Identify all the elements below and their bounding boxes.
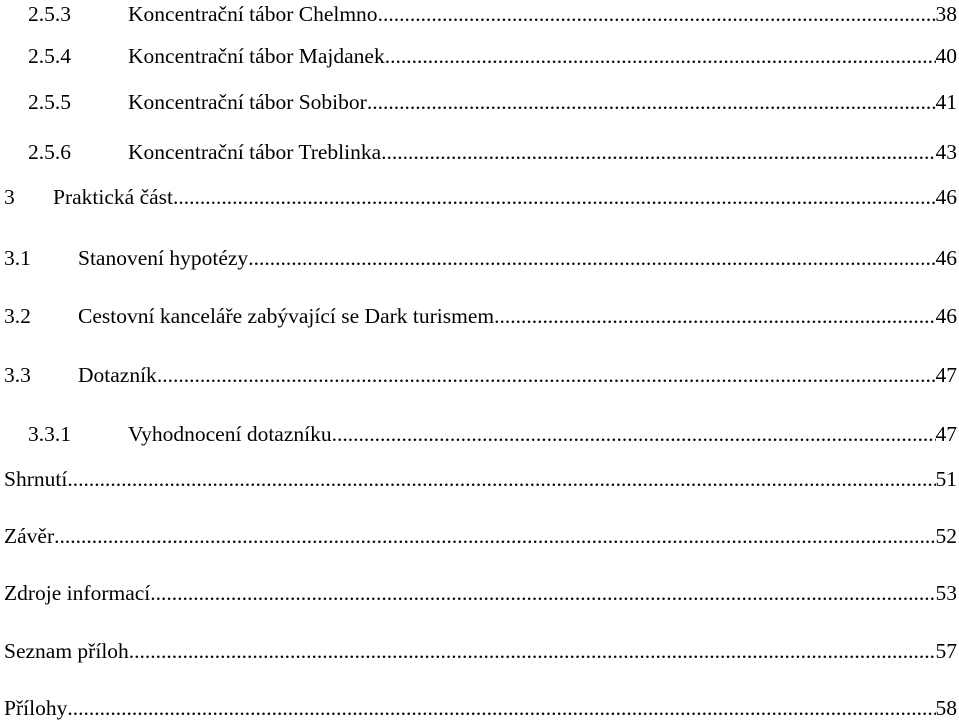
toc-entry-page: 46 bbox=[935, 304, 957, 328]
toc-entry-page: 40 bbox=[935, 44, 957, 68]
toc-entry-title: Koncentrační tábor Sobibor bbox=[128, 90, 367, 114]
toc-entry[interactable] bbox=[0, 138, 959, 166]
toc-dot-leader bbox=[67, 694, 935, 722]
toc-dot-leader bbox=[248, 244, 935, 272]
toc-entry[interactable] bbox=[0, 522, 959, 550]
toc-entry-page: 53 bbox=[935, 581, 957, 605]
toc-entry-title: Dotazník bbox=[78, 363, 157, 387]
toc-entry[interactable] bbox=[0, 88, 959, 116]
toc-entry-number: 2.5.6 bbox=[28, 140, 71, 164]
toc-entry-page: 46 bbox=[935, 185, 957, 209]
toc-entry-number: 3.1 bbox=[4, 246, 31, 270]
toc-entry-title: Stanovení hypotézy bbox=[78, 246, 249, 270]
toc-entry-page: 46 bbox=[935, 246, 957, 270]
toc-entry-title: Vyhodnocení dotazníku bbox=[128, 422, 332, 446]
toc-entry-number: 2.5.4 bbox=[28, 44, 71, 68]
toc-entry[interactable] bbox=[0, 420, 959, 448]
toc-dot-leader bbox=[54, 522, 935, 550]
toc-entry-title: Seznam příloh bbox=[4, 639, 129, 663]
toc-entry[interactable] bbox=[0, 361, 959, 389]
toc-entry-page: 43 bbox=[935, 140, 957, 164]
toc-dot-leader bbox=[150, 579, 935, 607]
toc-dot-leader bbox=[381, 138, 935, 166]
toc-entry-page: 47 bbox=[935, 422, 957, 446]
toc-entry-number: 3.3 bbox=[4, 363, 31, 387]
toc-dot-leader bbox=[157, 361, 936, 389]
toc-entry[interactable] bbox=[0, 694, 959, 722]
toc-dot-leader bbox=[378, 0, 936, 28]
toc-entry-number: 3.3.1 bbox=[28, 422, 71, 446]
toc-entry-number: 3 bbox=[4, 185, 15, 209]
toc-dot-leader bbox=[67, 465, 935, 493]
toc-entry-page: 52 bbox=[935, 524, 957, 548]
toc-entry[interactable] bbox=[0, 42, 959, 70]
toc-entry-page: 57 bbox=[935, 639, 957, 663]
toc-dot-leader bbox=[173, 183, 936, 211]
toc-entry[interactable] bbox=[0, 183, 959, 211]
toc-entry-page: 41 bbox=[935, 90, 957, 114]
toc-entry[interactable] bbox=[0, 465, 959, 493]
toc-entry[interactable] bbox=[0, 637, 959, 665]
toc-entry-page: 38 bbox=[935, 2, 957, 26]
toc-entry-title: Zdroje informací bbox=[4, 581, 151, 605]
toc-entry-title: Závěr bbox=[4, 524, 55, 548]
toc-entry-page: 58 bbox=[935, 696, 957, 720]
toc-dot-leader bbox=[367, 88, 936, 116]
toc-entry[interactable] bbox=[0, 244, 959, 272]
toc-entry-page: 51 bbox=[935, 467, 957, 491]
toc-entry-title: Praktická část bbox=[53, 185, 173, 209]
toc-entry-number: 2.5.3 bbox=[28, 2, 71, 26]
toc-entry-title: Koncentrační tábor Majdanek bbox=[128, 44, 385, 68]
toc-entry-number: 2.5.5 bbox=[28, 90, 71, 114]
toc-dot-leader bbox=[494, 302, 935, 330]
toc-entry-title: Cestovní kanceláře zabývající se Dark turismem bbox=[78, 304, 495, 328]
toc-entry-page: 47 bbox=[935, 363, 957, 387]
toc-dot-leader bbox=[129, 637, 936, 665]
toc-entry[interactable] bbox=[0, 0, 959, 28]
toc-dot-leader bbox=[385, 42, 936, 70]
toc-entry-title: Koncentrační tábor Treblinka bbox=[128, 140, 382, 164]
toc-entry-title: Přílohy bbox=[4, 696, 68, 720]
toc-dot-leader bbox=[332, 420, 936, 448]
toc-entry[interactable] bbox=[0, 302, 959, 330]
toc-entry-title: Koncentrační tábor Chelmno bbox=[128, 2, 378, 26]
toc-entry-title: Shrnutí bbox=[4, 467, 68, 491]
toc-entry-number: 3.2 bbox=[4, 304, 31, 328]
toc-entry[interactable] bbox=[0, 579, 959, 607]
